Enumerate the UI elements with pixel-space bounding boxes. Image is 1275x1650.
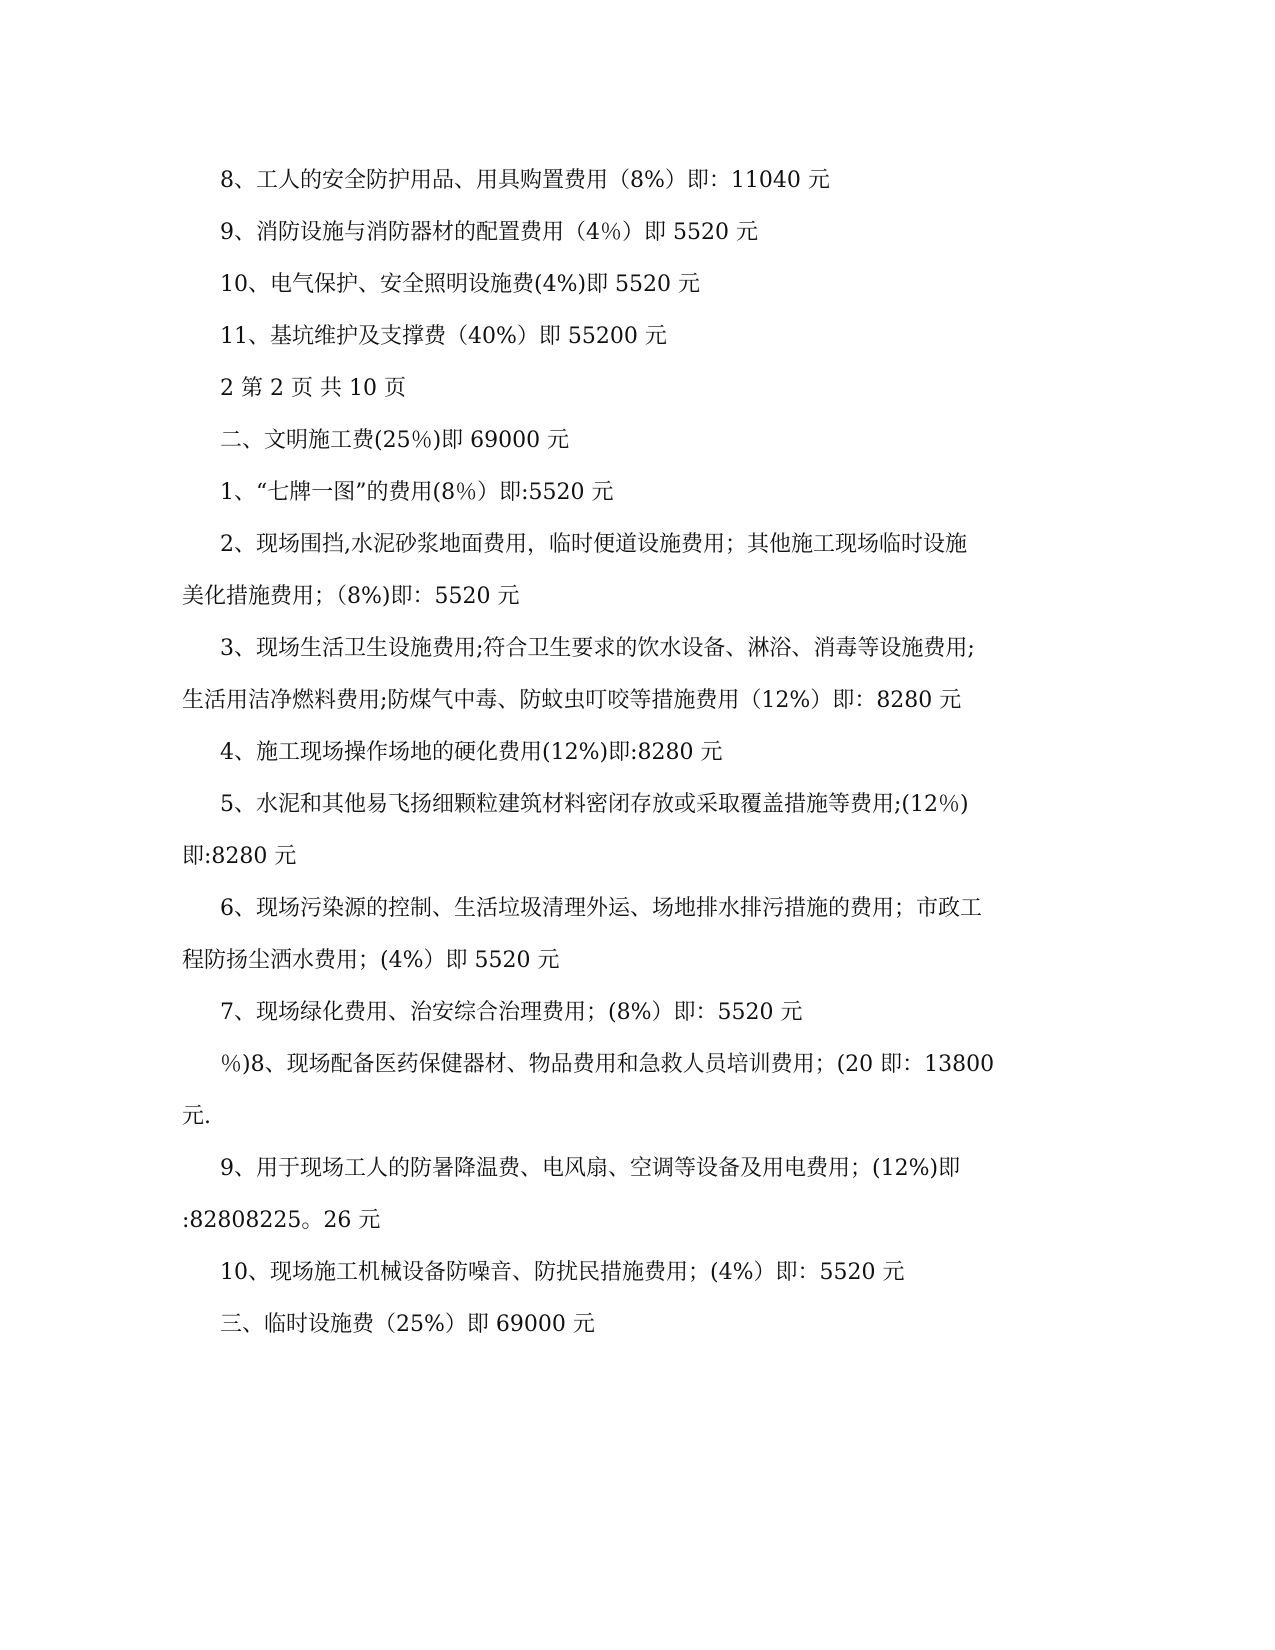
paragraph-line: 程防扬尘洒水费用；(4%）即 5520 元 [182, 948, 560, 973]
paragraph-line: :82808225。26 元 [182, 1208, 381, 1233]
paragraph-line: 生活用洁净燃料费用;防煤气中毒、防蚊虫叮咬等措施费用（12%）即：8280 元 [182, 688, 962, 713]
paragraph-line: 10、现场施工机械设备防噪音、防扰民措施费用；(4%）即：5520 元 [220, 1260, 905, 1285]
paragraph-line: 即:8280 元 [182, 844, 297, 869]
page-number: 2 第 2 页 共 10 页 [220, 376, 406, 401]
paragraph-line: 美化措施费用；（8%)即：5520 元 [182, 584, 520, 609]
paragraph-line: 8、工人的安全防护用品、用具购置费用（8%）即：11040 元 [220, 168, 830, 193]
paragraph-line: 10、电气保护、安全照明设施费(4%)即 5520 元 [220, 272, 701, 297]
paragraph-line: 4、施工现场操作场地的硬化费用(12%)即:8280 元 [220, 740, 723, 765]
paragraph-line: 9、用于现场工人的防暑降温费、电风扇、空调等设备及用电费用；(12%)即 [220, 1156, 961, 1181]
paragraph-line: 7、现场绿化费用、治安综合治理费用；(8%）即：5520 元 [220, 1000, 803, 1025]
paragraph-line: 9、消防设施与消防器材的配置费用（4％）即 5520 元 [220, 220, 758, 245]
section-heading: 二、文明施工费(25％)即 69000 元 [220, 428, 570, 453]
paragraph-line: 1、“七牌一图”的费用(8％）即:5520 元 [220, 480, 614, 505]
paragraph-line: 11、基坑维护及支撑费（40%）即 55200 元 [220, 324, 667, 349]
paragraph-line: 3、现场生活卫生设施费用;符合卫生要求的饮水设备、淋浴、消毒等设施费用; [220, 636, 975, 661]
paragraph-line: 2、现场围挡,水泥砂浆地面费用，临时便道设施费用；其他施工现场临时设施 [220, 532, 967, 557]
paragraph-line: ％)8、现场配备医药保健器材、物品费用和急救人员培训费用；(20 即：13800 [220, 1052, 995, 1077]
section-heading: 三、临时设施费（25%）即 69000 元 [220, 1312, 595, 1337]
paragraph-line: 元. [182, 1104, 211, 1129]
paragraph-line: 5、水泥和其他易飞扬细颗粒建筑材料密闭存放或采取覆盖措施等费用;(12％) [220, 792, 969, 817]
paragraph-line: 6、现场污染源的控制、生活垃圾清理外运、场地排水排污措施的费用；市政工 [220, 896, 982, 921]
